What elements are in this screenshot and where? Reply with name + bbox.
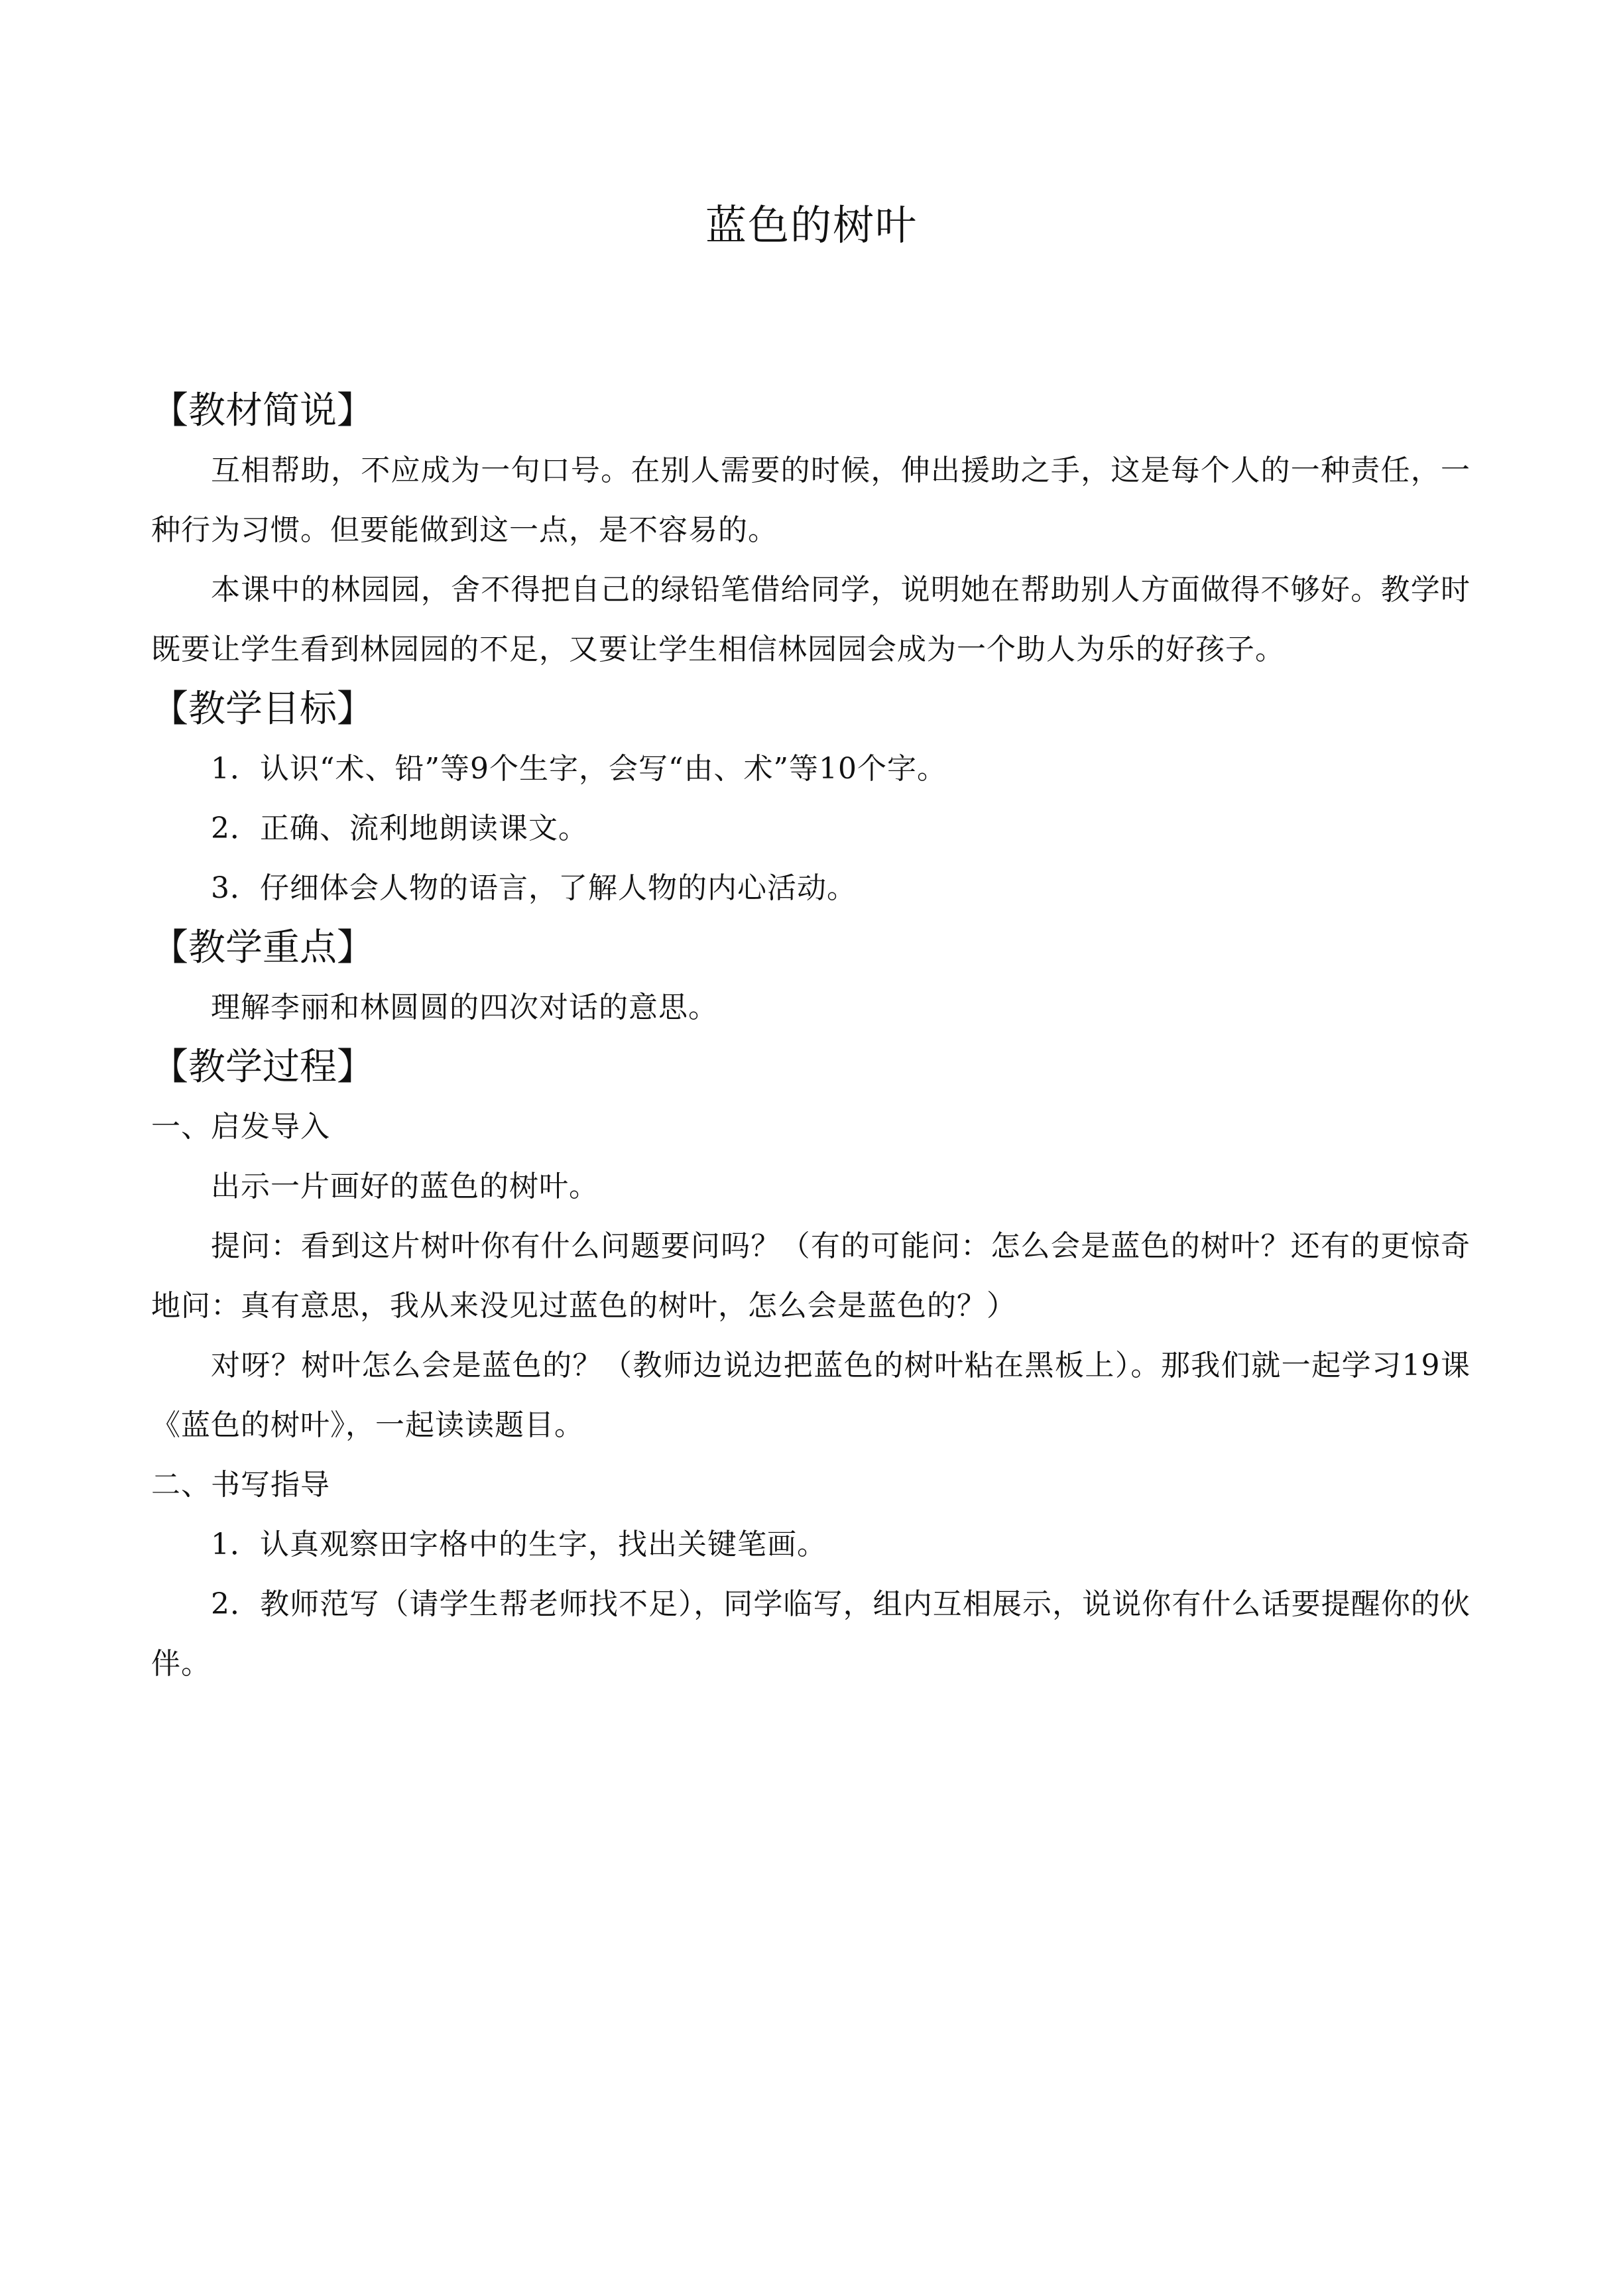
focus-paragraph: 理解李丽和林圆圆的四次对话的意思。: [211, 991, 718, 1024]
goal-item: 1．认识“术、铅”等9个生字，会写“由、术”等10个字。: [211, 752, 947, 786]
heading-goals: 【教学目标】: [151, 688, 374, 731]
document-body: [151, 381, 1471, 1694]
process-part2-paragraph-1: 1．认真观察田字格中的生字，找出关键笔画。: [211, 1528, 827, 1561]
heading-process: 【教学过程】: [151, 1046, 374, 1089]
process-part1-paragraph-2: 提问：看到这片树叶你有什么问题要问吗？（有的可能问：怎么会是蓝色的树叶？还有的更惊奇地问：真有意思，我从来没见过蓝色的树叶，怎么会是蓝色的？）: [151, 1229, 1471, 1323]
process-part1-paragraph-1: 出示一片画好的蓝色的树叶。: [211, 1170, 599, 1203]
material-paragraph-2: 本课中的林园园，舍不得把自己的绿铅笔借给同学，说明她在帮助别人方面做得不够好。教学时既要让学生看到林园园的不足，又要让学生相信林园园会成为一个助人为乐的好孩子。: [151, 573, 1471, 666]
process-part1-paragraph-3: 对呀？树叶怎么会是蓝色的？（教师边说边把蓝色的树叶粘在黑板上）。那我们就一起学习19课《蓝色的树叶》，一起读读题目。: [151, 1349, 1471, 1442]
heading-material: 【教材简说】: [151, 389, 374, 432]
goal-item: 2．正确、流利地朗读课文。: [211, 812, 588, 845]
process-part2-title: 二、书写指导: [151, 1468, 330, 1502]
process-part2-paragraph-2: 2．教师范写（请学生帮老师找不足），同学临写，组内互相展示，说说你有什么话要提醒你的伙伴。: [151, 1587, 1471, 1681]
process-part1-title: 一、启发导入: [151, 1110, 330, 1144]
goal-item: 3．仔细体会人物的语言，了解人物的内心活动。: [211, 871, 857, 905]
heading-focus: 【教学重点】: [151, 926, 374, 969]
material-paragraph-1: 互相帮助，不应成为一句口号。在别人需要的时候，伸出援助之手，这是每个人的一种责任，一种行为习惯。但要能做到这一点，是不容易的。: [151, 453, 1471, 547]
document-title: 蓝色的树叶: [705, 201, 918, 249]
